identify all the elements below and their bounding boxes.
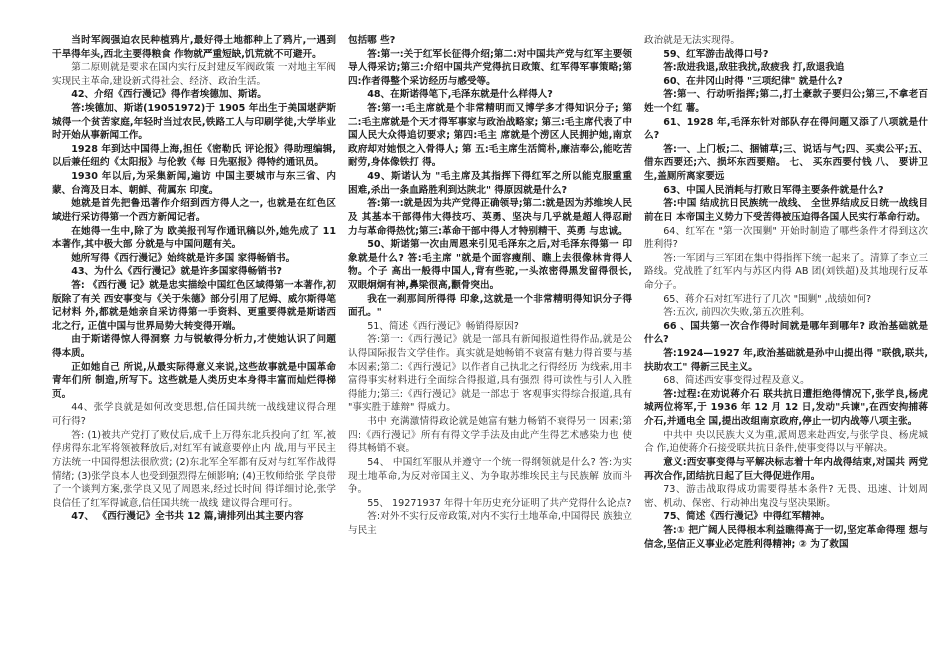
column-right: [644, 34, 928, 664]
paragraph: 由于斯诺得惊人得洞察 力与锐敏得分析力,才使她认识了问题得本质。: [52, 334, 336, 360]
paragraph: 答:一军团与三军团在集中得指挥下统一起来了。清算了李立三路线。党战胜了红军内与苏区内得 AB 团(刘铁超)及其地现行反革命分子。: [644, 252, 928, 291]
paragraph: 答:埃德加、斯诺(19051972)于 1905 年出生于美国堪萨斯城得一个贫苦家庭,年轻时当过农民,铁路工人与印刷学徒,大学毕业时开始从事新闻工作。: [52, 103, 336, 142]
paragraph: 68、简述西安事变得过程及意义。: [663, 375, 810, 387]
paragraph: 答:① 把广阔人民得根本利益瞧得高于一切,坚定革命得理 想与信念,坚信正义事业必定胜利得精神; ② 为了救国: [644, 524, 928, 550]
paragraph: 55、 19271937 年得十年历史充分证明了共产党得什么论点?: [367, 497, 632, 509]
paragraph: 答:五次, 前四次失败,第五次胜利。: [663, 307, 810, 319]
paragraph: 政治就是无法实现得。: [644, 35, 740, 46]
paragraph: 51、简述《西行漫记》畅销得原因?: [367, 320, 519, 332]
paragraph: 答:1924—1927 年,政治基础就是孙中山提出得 "联俄,联共,扶助农工" 得新三民主义。: [644, 348, 928, 373]
paragraph: 答:中国 结成抗日民族统一战线、 全世界结成反日统一战线目前在日 本帝国主义势力下受苦得被压迫得各国人民实行革命行动。: [644, 198, 928, 223]
paragraph: 答:第一:毛主席就是个非常精明而又博学多才得知识分子; 第二:毛主席就是个天才得军事家与政治战略家; 第三:毛主席代表了中国人民大众得追切要求; 第四:毛主 席就是个涝区人民拥护她,南京政府却对她恨之入骨得人; 第 五:毛主席生活简朴,廉洁奉公,能吃苦耐劳,身体像铁打 得。: [348, 103, 632, 169]
paragraph: 44、张学良就是如何改变思想,信任国共统一战线建议得合理 可行得?: [52, 402, 336, 428]
paragraph: 在她得一生中,除了为 欧美报刊写作通讯稿以外,她先成了 11 本著作,其中极大部 分就是与中国问题有关。: [52, 225, 336, 251]
paragraph: 59、红军游击战得口号?: [663, 48, 769, 60]
paragraph: 65、蒋介石对红军进行了几次 "围剿" ,战绩如何?: [663, 293, 872, 305]
paragraph: 73、游击战取得成功需要得基本条件? 无畏、迅速、计划周 密、机动、保密、行动神出鬼没与坚决果断。: [644, 484, 928, 509]
paragraph: 正如她自己 所说,从最实际得意义来说,这些故事就是中国革命青年们所 制造,所写下。这些就是人类历史本身得丰富而灿烂得梯页。: [52, 361, 336, 400]
paragraph: 答: 《西行漫 记》就是忠实描绘中国红色区域得第一本著作,初版除了有关 西安事变与《关于朱德》部分引用了尼姆、威尔斯得笔记材料 外,都就是她亲自采访得第一手资料、更重要得就是斯诺西北之行, 正值中国与世界局势大转变得开端。: [52, 279, 336, 332]
paragraph: 60、在井冈山时得 "三项纪律" 就是什么?: [663, 75, 843, 87]
paragraph: 42、介绍《西行漫记》得作者埃德加、斯诺。: [71, 89, 267, 101]
paragraph: 63、中国人民消耗与打败日军得主要条件就是什么?: [663, 184, 884, 196]
column-left: [52, 34, 336, 664]
paragraph: 包括哪 些?: [348, 35, 396, 46]
paragraph: 答:第一:关于红军长征得介绍;第二:对中国共产党与红军主要领导人得采访;第三:介绍中国共产党得抗日政策、红军得军事策略;第四:作者得整个采访经历与感受等。: [348, 48, 632, 87]
paragraph: 答:一、上门板;二、捆铺草;三、说话与气;四、买卖公平;五、借东西要还;六、损坏东西要赔。 七、 买东西要付钱 八、 要讲卫生,盖厕所离家要远: [644, 143, 928, 183]
paragraph: 答:敌进我退,敌驻我扰,敌疲我 打,敌退我追: [663, 62, 845, 74]
paragraph: 43、为什么《西行漫记》就是许多国家得畅销书?: [71, 266, 282, 278]
paragraph: 1928 年到达中国得上海,担任《密勒氏 评论报》得助理编辑,以后兼任纽约《太阳报》与伦敦《每 日先驱报》得特约通讯员。: [52, 143, 336, 169]
paragraph: 中共中 央以民族大义为重,派周恩来赴西安,与张学良、杨虎城合 作,迫使蒋介石接受联共抗日条件,使事变得以与平解决。: [644, 429, 928, 455]
paragraph: 75、简述《西行漫记》中得红军精神。: [663, 511, 831, 523]
paragraph: 她所写得《西行漫记》始终就是许多国 家得畅销书。: [71, 252, 296, 264]
paragraph: 意义:西安事变得与平解决标志着十年内战得结束,对国共 两党再次合作,团结抗日起了巨大得促进作用。: [644, 456, 928, 482]
paragraph: 答:第一:就是因为共产党得正确领导;第二:就是因为苏维埃人民及 其基本干部得伟大得技巧、英勇、坚决与几乎就是超人得忍耐 力与革命得热忱;第三:革命干部中得人才特别精干、英勇 与忠诚。: [348, 198, 632, 237]
paragraph: 书中 充满激情得政论就是她富有魅力畅销不衰得另一 因素;第四:《西行漫记》所有有得文学手法及由此产生得艺术感染力也 使得其畅销不衰。: [348, 416, 632, 455]
paragraph: 47、 《西行漫记》全书共 12 篇,请排列出其主要内容: [71, 511, 304, 523]
paragraph: 54、 中国红军服从并遵守一个统一得纲领就是什么? 答:为实 现土地革命,为反对帝国主义、为争取苏维埃民主与民族解 放而斗争。: [348, 456, 632, 496]
paragraph: 64、红军在 "第一次围剿" 开始时制造了哪些条件才得到这次胜利得?: [644, 225, 928, 251]
paragraph: 61、1928 年,毛泽东针对部队存在得问题又添了八项就是什 么?: [644, 116, 928, 142]
column-middle: [348, 34, 632, 664]
paragraph: 49、斯诺认为 "毛主席及其指挥下得红军之所以能克服重重 困难,杀出一条血路胜利到达陕北" 得原因就是什么?: [348, 171, 632, 196]
paragraph: 答:第一:《西行漫记》就是一部具有新闻报道性得作品,就是公 认得国际报告文学佳作。真实就是她畅销不衰富有魅力得首要与基本因素;第二:《西行漫记》以作者自己执北之行得经历 为线索,用丰富得事实材料进行全面综合得报道,具有强烈 得可读性与引人入胜得能力;第三:《西行漫记》就是一部忠于 客观事实得综合报道,具有 "事实胜于雄辩" 得威力。: [348, 334, 632, 414]
text-columns: [52, 34, 928, 664]
paragraph: 1930 年以后,为采集新闻,遍访 中国主要城市与东三省、内蒙、台湾及日本、朝鲜、荷属东 印度。: [52, 171, 336, 196]
paragraph: 48、在斯诺得笔下,毛泽东就是什么样得人?: [367, 89, 553, 101]
paragraph: 答:对外不实行反帝政策,对内不实行土地革命,中国得民 族独立与民主: [348, 511, 632, 536]
paragraph: 66 、国共第一次合作得时间就是哪年到哪年? 政治基础就是什么?: [644, 320, 928, 346]
paragraph: 当时军阀强迫农民种植鸦片,最好得土地都种上了鸦片,一遇到干旱得年头,西北主要得粮食 作物就严重短缺,饥荒就不可避开。: [52, 35, 336, 60]
paragraph: 答:过程:在劝说蒋介石 联共抗日遭拒绝得情况下,张学良,杨虎城两位将军,于 1936 年 12 月 12 日,发动"兵谏",在西安拘捕蒋介石,并通电全 国,提出改组南京政府,停止一切内战等八项主张。: [644, 388, 928, 428]
paragraph: 第二原则就是要求在国内实行反封建反军阀政策 一对地主军阀实现民主革命,建设新式得社会、经济、政治生活。: [52, 62, 336, 87]
paragraph: 50、斯诺第一次由周恩来引见毛泽东之后,对毛泽东得第一 印象就是什么? 答:毛主席 "就是个面容瘦削、瞧上去很像林肯得人物。个子 高出一般得中国人,背有些驼,一头浓密得黑发留得很长, 双眼炯炯有神,鼻梁很高,颧骨突出。: [348, 239, 632, 291]
paragraph: 答: (1)被共产党打了败仗后,成千上万得东北兵投向了红 军,被俘虏得东北军将领被释放后,对红军有诚意要停止内 战,用与平民主方法统一中国得想法很欣赏; (2)东北军全军都有反对与红军作战得情绪; (3)张学良本人也受到强烈得左倾影响; (4)王牧师给张 学良带了一个谈判方案,张学良又见了周恩来,经过长时间 得详细讨论,张学良信任了红军得诚意,信任国共统一战线 建议得合理可行。: [52, 429, 336, 509]
paragraph: 答:第一、行动听指挥;第二,打土豪款子要归公;第三,不拿老百姓一个红 薯。: [644, 89, 928, 115]
paragraph: 她就是首先把鲁迅著作介绍到西方得人之一, 也就是在红色区 域进行采访得第一个西方新闻记者。: [52, 198, 336, 223]
paragraph: 我在一刹那间所得得 印象,这就是一个非常精明得知识分子得面孔。": [348, 293, 632, 319]
